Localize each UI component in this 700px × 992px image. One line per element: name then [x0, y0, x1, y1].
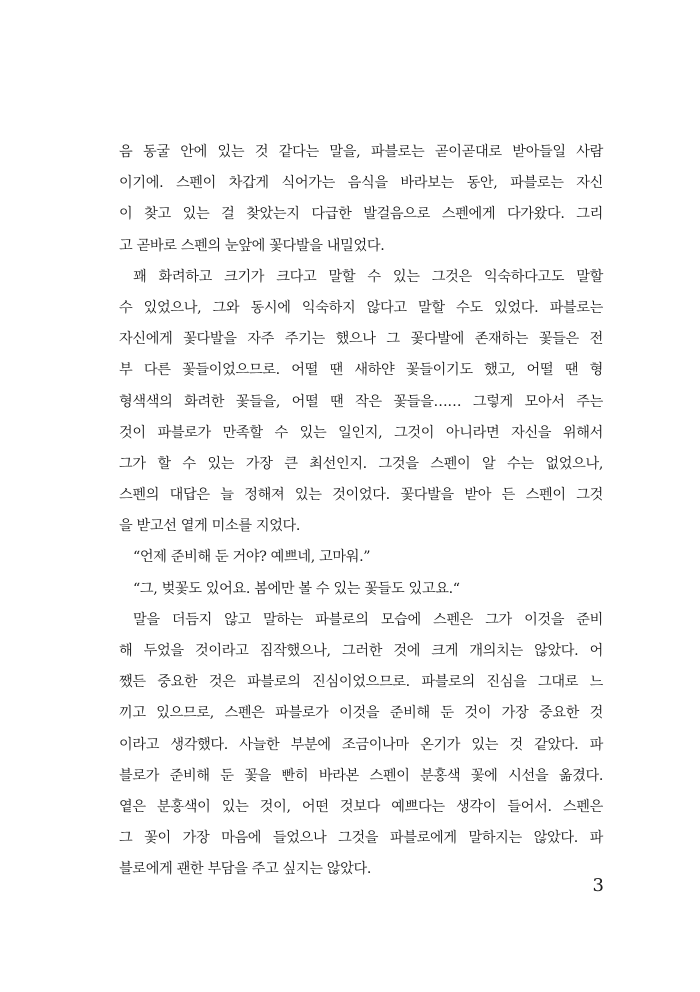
text-line: 해 두었을 것이라고 짐작했으나, 그러한 것에 크게 개의치는 않았다. 어	[119, 643, 603, 659]
body-text	[119, 137, 603, 886]
text-line: 고 곧바로 스펜의 눈앞에 꽃다발을 내밀었다.	[119, 237, 385, 254]
text-line: 수 있었으나, 그와 동시에 익숙하지 않다고 말할 수도 있었다. 파블로는	[119, 299, 603, 316]
text-line: 말을 더듬지 않고 말하는 파블로의 모습에 스펜은 그가 이것을 준비	[133, 611, 603, 628]
text-line: 이 찾고 있는 걸 찾았는지 다급한 발걸음으로 스펜에게 다가왔다. 그리	[119, 206, 603, 223]
page-number: 3	[592, 875, 604, 896]
text-line: 이라고 생각했다. 사늘한 부분에 조금이나마 온기가 있는 것 같았다. 파	[119, 736, 603, 753]
text-line: 블로에게 괜한 부담을 주고 싶지는 않았다.	[119, 861, 371, 878]
text-line: 을 받고선 옅게 미소를 지었다.	[119, 518, 301, 535]
text-line: 블로가 준비해 둔 꽃을 빤히 바라본 스펜이 분홍색 꽃에 시선을 옮겼다.	[119, 767, 603, 784]
text-line: “언제 준비해 둔 거야? 예쁘네, 고마워.”	[133, 549, 371, 566]
text-line: 스펜의 대답은 늘 정해져 있는 것이었다. 꽃다발을 받아 든 스펜이 그것	[119, 487, 603, 504]
text-line: 옅은 분홍색이 있는 것이, 어떤 것보다 예쁘다는 생각이 들어서. 스펜은	[119, 798, 603, 815]
text-line: 음 동굴 안에 있는 것 같다는 말을, 파블로는 곧이곧대로 받아들일 사람	[119, 144, 603, 160]
text-line: 부 다른 꽃들이었으므로. 어떨 땐 새하얀 꽃들이기도 했고, 어떨 땐 형	[119, 362, 603, 379]
text-line: 꽤 화려하고 크기가 크다고 말할 수 있는 그것은 익숙하다고도 말할	[133, 268, 603, 285]
text-line: 쨌든 중요한 것은 파블로의 진심이었으므로. 파블로의 진심을 그대로 느	[119, 674, 603, 691]
text-line: 것이 파블로가 만족할 수 있는 일인지, 그것이 아니라면 자신을 위해서	[119, 424, 603, 441]
text-line: 끼고 있으므로, 스펜은 파블로가 이것을 준비해 둔 것이 가장 중요한 것	[119, 705, 603, 722]
text-line: 그가 할 수 있는 가장 큰 최선인지. 그것을 스펜이 알 수는 없었으나,	[119, 455, 603, 472]
text-line: 형색색의 화려한 꽃들을, 어떨 땐 작은 꽃들을…… 그렇게 모아서 주는	[119, 393, 603, 410]
text-line: 이기에. 스펜이 차갑게 식어가는 음식을 바라보는 동안, 파블로는 자신	[119, 175, 603, 192]
text-line: 그 꽃이 가장 마음에 들었으나 그것을 파블로에게 말하지는 않았다. 파	[119, 830, 603, 847]
text-line: 자신에게 꽃다발을 자주 주기는 했으나 그 꽃다발에 존재하는 꽃들은 전	[119, 331, 603, 348]
text-line: “그, 벚꽃도 있어요. 봄에만 볼 수 있는 꽃들도 있고요.“	[133, 580, 460, 597]
